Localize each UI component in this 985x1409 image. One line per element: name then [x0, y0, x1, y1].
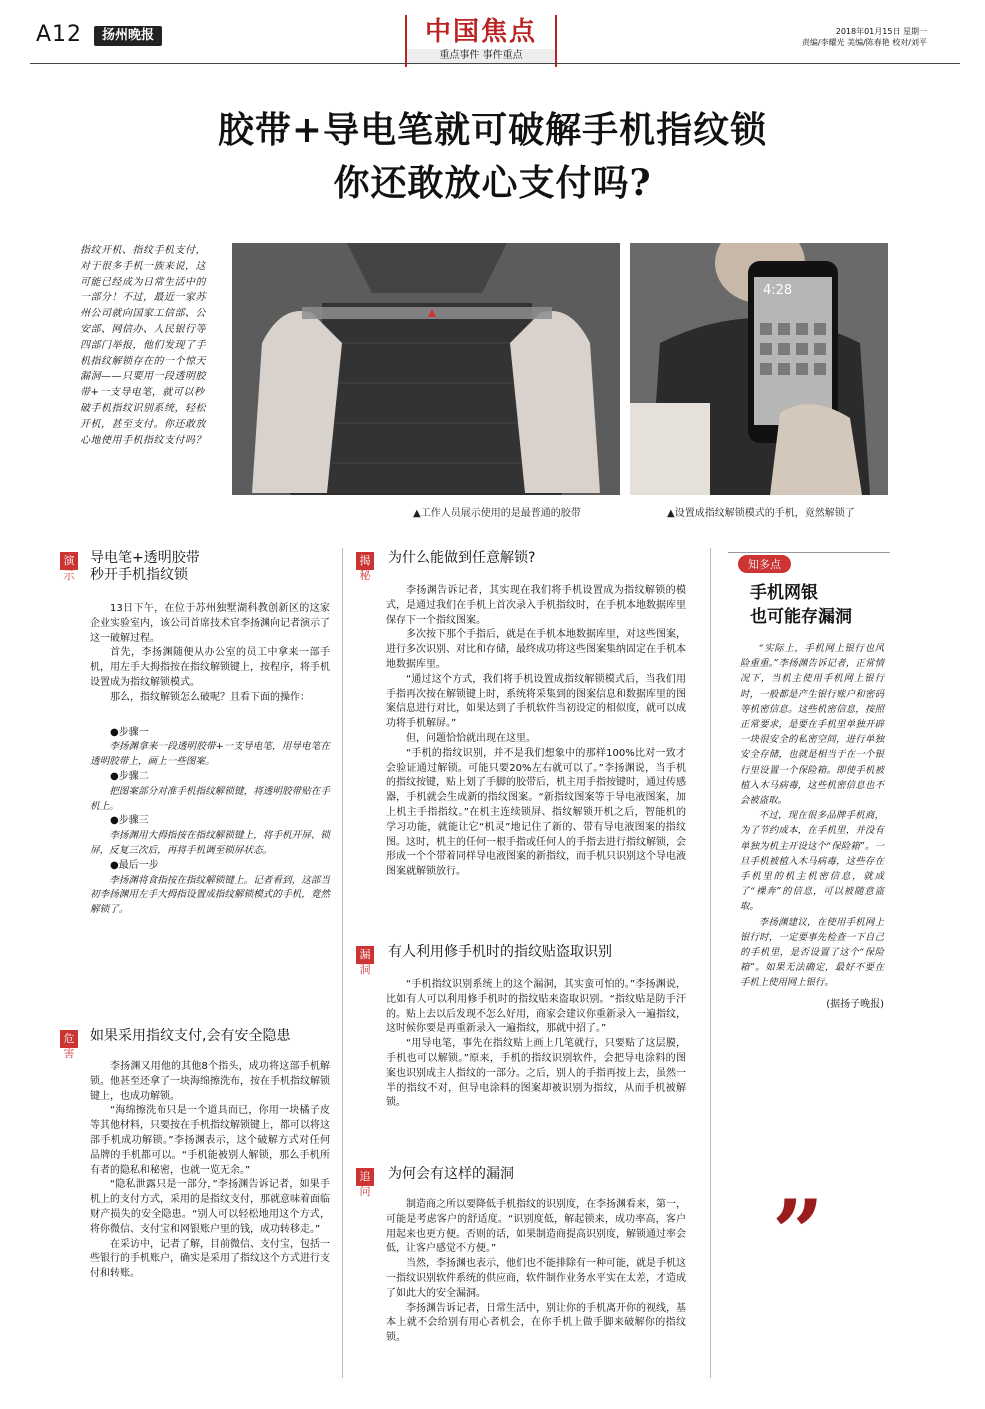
phone-clock: 4:28 [763, 283, 793, 298]
section-body-reveal [386, 584, 686, 880]
newspaper-logo: 扬州晚报 [94, 26, 162, 46]
tape-photo-illustration [232, 243, 620, 495]
heading-line: 也可能存漏洞 [750, 607, 852, 627]
column-divider [710, 548, 711, 1378]
intro-paragraph: 指纹开机、指纹手机支付，对于很多手机一族来说，这可能已经成为日常生活中的一部分！不过，最近一家苏州公司就向国家工信部、公安部、网信办、人民银行等四部门举报，他们发现了手机指纹解锁存在的一个惊天漏洞——只要用一段透明胶带+一支导电笔，就可以秒破手机指纹识别系统，轻松开机，甚至支付。你还敢放心地使用手机指纹支付吗？ [80, 245, 206, 446]
issue-date: 2018年01月15日 星期一 [835, 27, 927, 36]
paragraph: 李扬渊告诉记者，其实现在我们将手机设置成为指纹解锁的模式，是通过我们在手机上首次录入手机指纹时，在手机本地数据库里保存下一个指纹图案。 [386, 585, 686, 626]
section-heading-inquiry: 为何会有这样的漏洞 [388, 1166, 514, 1182]
tag-char: 秘 [359, 569, 371, 582]
paragraph: 李扬渊建议，在使用手机网上银行时，一定要事先检查一下自己的手机里，是否设置了这个“保险箱”。如果无法确定，最好不要在手机上使用网上银行。 [740, 916, 884, 989]
section-body-demo [90, 602, 330, 918]
section-banner [405, 15, 557, 67]
section-title: 中国焦点 [424, 17, 537, 47]
tag-char: 演 [60, 552, 78, 570]
photo-tape [232, 243, 620, 495]
step-text: 李扬渊用大拇指按在指纹解锁键上，将手机开屏、锁屏，反复三次后，再将手机调至锁屏状态。 [90, 830, 330, 856]
paragraph: 李扬渊又用他的其他8个指头，成功将这部手机解锁。他甚至还拿了一块海绵擦洗布，按在手机指纹解锁键上，也成功解锁。 [90, 1061, 330, 1102]
paragraph: “隐私泄露只是一部分，”李扬渊告诉记者，如果手机上的支付方式，采用的是指纹支付，那就意味着面临财产损失的安全隐患。“别人可以轻松地用这个方式，将你微信、支付宝和网银账户里的钱，成功转移走。” [90, 1179, 330, 1235]
step-title: ●步骤三 [110, 815, 149, 827]
section-tag-harm [60, 1030, 78, 1060]
paragraph: “实际上，手机网上银行也风险重重。”李扬渊告诉记者，正常情况下，当机主使用手机网上银行时，一般都是产生银行账户和密码等机密信息。这些机密信息，按照正常要求，是要在手机里单独开辟一块很安全的私密空间，进行单独安全存储，也就是相当于在一个银行里设置一个保险箱。即使手机被植入木马病毒，这些机密信息也不会被盗取。 [740, 643, 884, 807]
sidebar-tag: 知多点 [738, 555, 791, 573]
tag-char: 洞 [359, 963, 371, 976]
paragraph: “海绵擦洗布只是一个道具而已，你用一块橘子皮等其他材料，只要按在手机指纹解锁键上，都可以将这部手机成功解锁。”李扬渊表示，这个破解方式对任何品牌的手机都可以。“手机能被别人解锁，那么手机所有者的隐私和秘密，也就一览无余。” [90, 1105, 330, 1176]
section-heading-harm: 如果采用指纹支付,会有安全隐患 [90, 1028, 291, 1044]
paragraph: 不过，现在很多品牌手机商，为了节约成本，在手机里，并没有单独为机主开设这个“保险箱”。一旦手机被植入木马病毒，这些存在手机里的机主机密信息，就成了“裸奔”的信息，可以被随意盗取。 [740, 810, 884, 913]
section-body-loophole [386, 978, 686, 1111]
section-body-inquiry [386, 1198, 686, 1346]
paragraph: 首先，李扬渊随便从办公室的员工中拿来一部手机，用左手大拇指按在指纹解锁键上，按程序，将手机设置成为指纹解锁模式。 [90, 647, 330, 688]
step-text: 李扬渊将食指按在指纹解锁键上。记者看到，这部当初李扬渊用左手大拇指设置成指纹解锁模式的手机，竟然解锁了。 [90, 874, 330, 916]
step-text: 把图案部分对准手机指纹解锁键，将透明胶带贴在手机上。 [90, 785, 330, 812]
section-tag-loophole [356, 946, 374, 976]
heading-line: 手机网银 [750, 583, 818, 603]
editor-credits: 责编/李耀光 美编/陈春艳 校对/刘平 [801, 38, 927, 47]
step-title: ●步骤一 [110, 726, 149, 738]
sidebar-box [728, 552, 890, 1012]
sidebar-body [728, 641, 890, 1012]
section-subtitle: 重点事件 事件重点 [407, 49, 555, 63]
photo-caption-2: ▲设置成指纹解锁模式的手机，竟然解锁了 [667, 508, 855, 519]
tag-char: 害 [63, 1047, 75, 1060]
date-line [802, 26, 927, 48]
section-tag-inquiry [356, 1168, 374, 1198]
paragraph: “手机指纹识别系统上的这个漏洞，其实蛮可怕的。”李扬渊说，比如有人可以利用修手机时的指纹贴来盗取识别。“指纹贴是防手汗的。贴上去以后发现不怎么好用，商家会建议你重新录入一遍指纹，这时候你要是再重新录入一遍指纹，那就中招了。” [386, 979, 686, 1035]
paragraph: “通过这个方式，我们将手机设置成指纹解锁模式后，当我们用手指再次按在解锁键上时，系统将采集到的图案信息和数据库里的图案信息进行对比，如果达到了手机软件当初设定的相似度，就可以成功将手机解屏。” [386, 673, 686, 730]
headline-line2: 你还敢放心支付吗? [333, 162, 652, 204]
section-heading-loophole: 有人利用修手机时的指纹贴盗取识别 [388, 944, 612, 960]
step-title: ●最后一步 [110, 859, 159, 871]
quote-mark-icon: ” [772, 1180, 824, 1286]
section-tag-reveal [356, 552, 374, 582]
paragraph: 制造商之所以要降低手机指纹的识别度，在李扬渊看来，第一，可能是考虑客户的舒适度。“识别度低，解起锁来，成功率高，客户用起来也更方便。否则的话，如果制造商提高识别度，解锁通过率会低，让客户感觉不方便。” [386, 1199, 686, 1255]
paragraph: “用导电笔，事先在指纹贴上画上几笔就行，只要贴了这层膜，手机也可以解锁。”原来，手机的指纹识别软件，会把导电涂料的图案也识别成主人指纹的一部分。之后，别人的手指再按上去，虽然一半的指纹不对，但导电涂料的图案却被识别为指纹，从而手机被解锁。 [386, 1038, 686, 1109]
paragraph: 多次按下那个手指后，就是在手机本地数据库里，对这些图案，进行多次识别、对比和存储，最终成功将这些图案集纳固定在手机本地数据库里。 [386, 629, 686, 670]
tag-char: 问 [359, 1185, 371, 1198]
header-rule [30, 63, 960, 64]
photo-phone [630, 243, 888, 495]
photo-caption-1: ▲工作人员展示使用的是最普通的胶带 [413, 508, 581, 519]
section-body-harm [90, 1060, 330, 1282]
heading-line: 秒开手机指纹锁 [90, 567, 188, 583]
paragraph: 那么，指纹解锁怎么破呢？且看下面的操作： [110, 691, 310, 703]
page-number: A12 [36, 22, 83, 47]
section-heading-reveal: 为什么能做到任意解锁? [388, 550, 536, 566]
headline-line1: 胶带+导电笔就可破解手机指纹锁 [217, 109, 768, 151]
sidebar-heading [750, 581, 890, 629]
tag-char: 示 [63, 569, 75, 582]
phone-photo-illustration [630, 243, 888, 495]
section-tag-demo [60, 552, 78, 582]
tag-char: 漏 [356, 946, 374, 964]
tag-char: 揭 [356, 552, 374, 570]
paragraph: 但，问题恰恰就出现在这里。 [406, 732, 536, 744]
column-divider [342, 548, 343, 1378]
tag-char: 危 [60, 1030, 78, 1048]
paragraph: 李扬渊告诉记者，日常生活中，别让你的手机离开你的视线，基本上就不会给别有用心者机会，在你手机上做手脚来破解你的指纹锁。 [386, 1302, 686, 1344]
step-title: ●步骤二 [110, 770, 149, 782]
section-heading-demo [90, 550, 200, 584]
step-text: 李扬渊拿来一段透明胶带+一支导电笔，用导电笔在透明胶带上，画上一些图案。 [90, 741, 330, 768]
heading-line: 导电笔+透明胶带 [90, 550, 200, 566]
paragraph: 在采访中，记者了解，目前微信、支付宝，包括一些银行的手机账户，确实是采用了指纹这个方式进行支付和转账。 [90, 1238, 330, 1280]
tag-char: 追 [356, 1168, 374, 1186]
paragraph: “手机的指纹识别，并不是我们想象中的那样100%比对一致才会验证通过解锁。可能只要20%左右就可以了。”李扬渊说，当手机的指纹按键，贴上划了手脚的胶带后，机主用手指按键时，通过传感器，手机就会生成新的指纹图案。“新指纹图案等于导电液图案，加上机主手指指纹。”在机主连续锁屏、指纹解锁开机之后，智能机的学习功能，就能让它“机灵”地记住了新的、带有导电液图案的指纹图。这时，机主的任何一根手指或任何人的手指去进行指纹解锁，会形成一个个带着同样导电液图案的新指纹，而手机只识别这个导电液图案就解锁放行。 [386, 747, 686, 878]
source-credit: (据扬子晚报) [826, 998, 884, 1010]
paragraph: 13日下午，在位于苏州独墅湖科教创新区的这家企业实验室内，该公司首席技术官李扬渊向记者演示了这一破解过程。 [90, 603, 330, 644]
paragraph: 当然，李扬渊也表示，他们也不能排除有一种可能，就是手机这一指纹识别软件系统的供应商，软件制作业务水平实在太差，才造成了如此大的安全漏洞。 [386, 1258, 686, 1299]
